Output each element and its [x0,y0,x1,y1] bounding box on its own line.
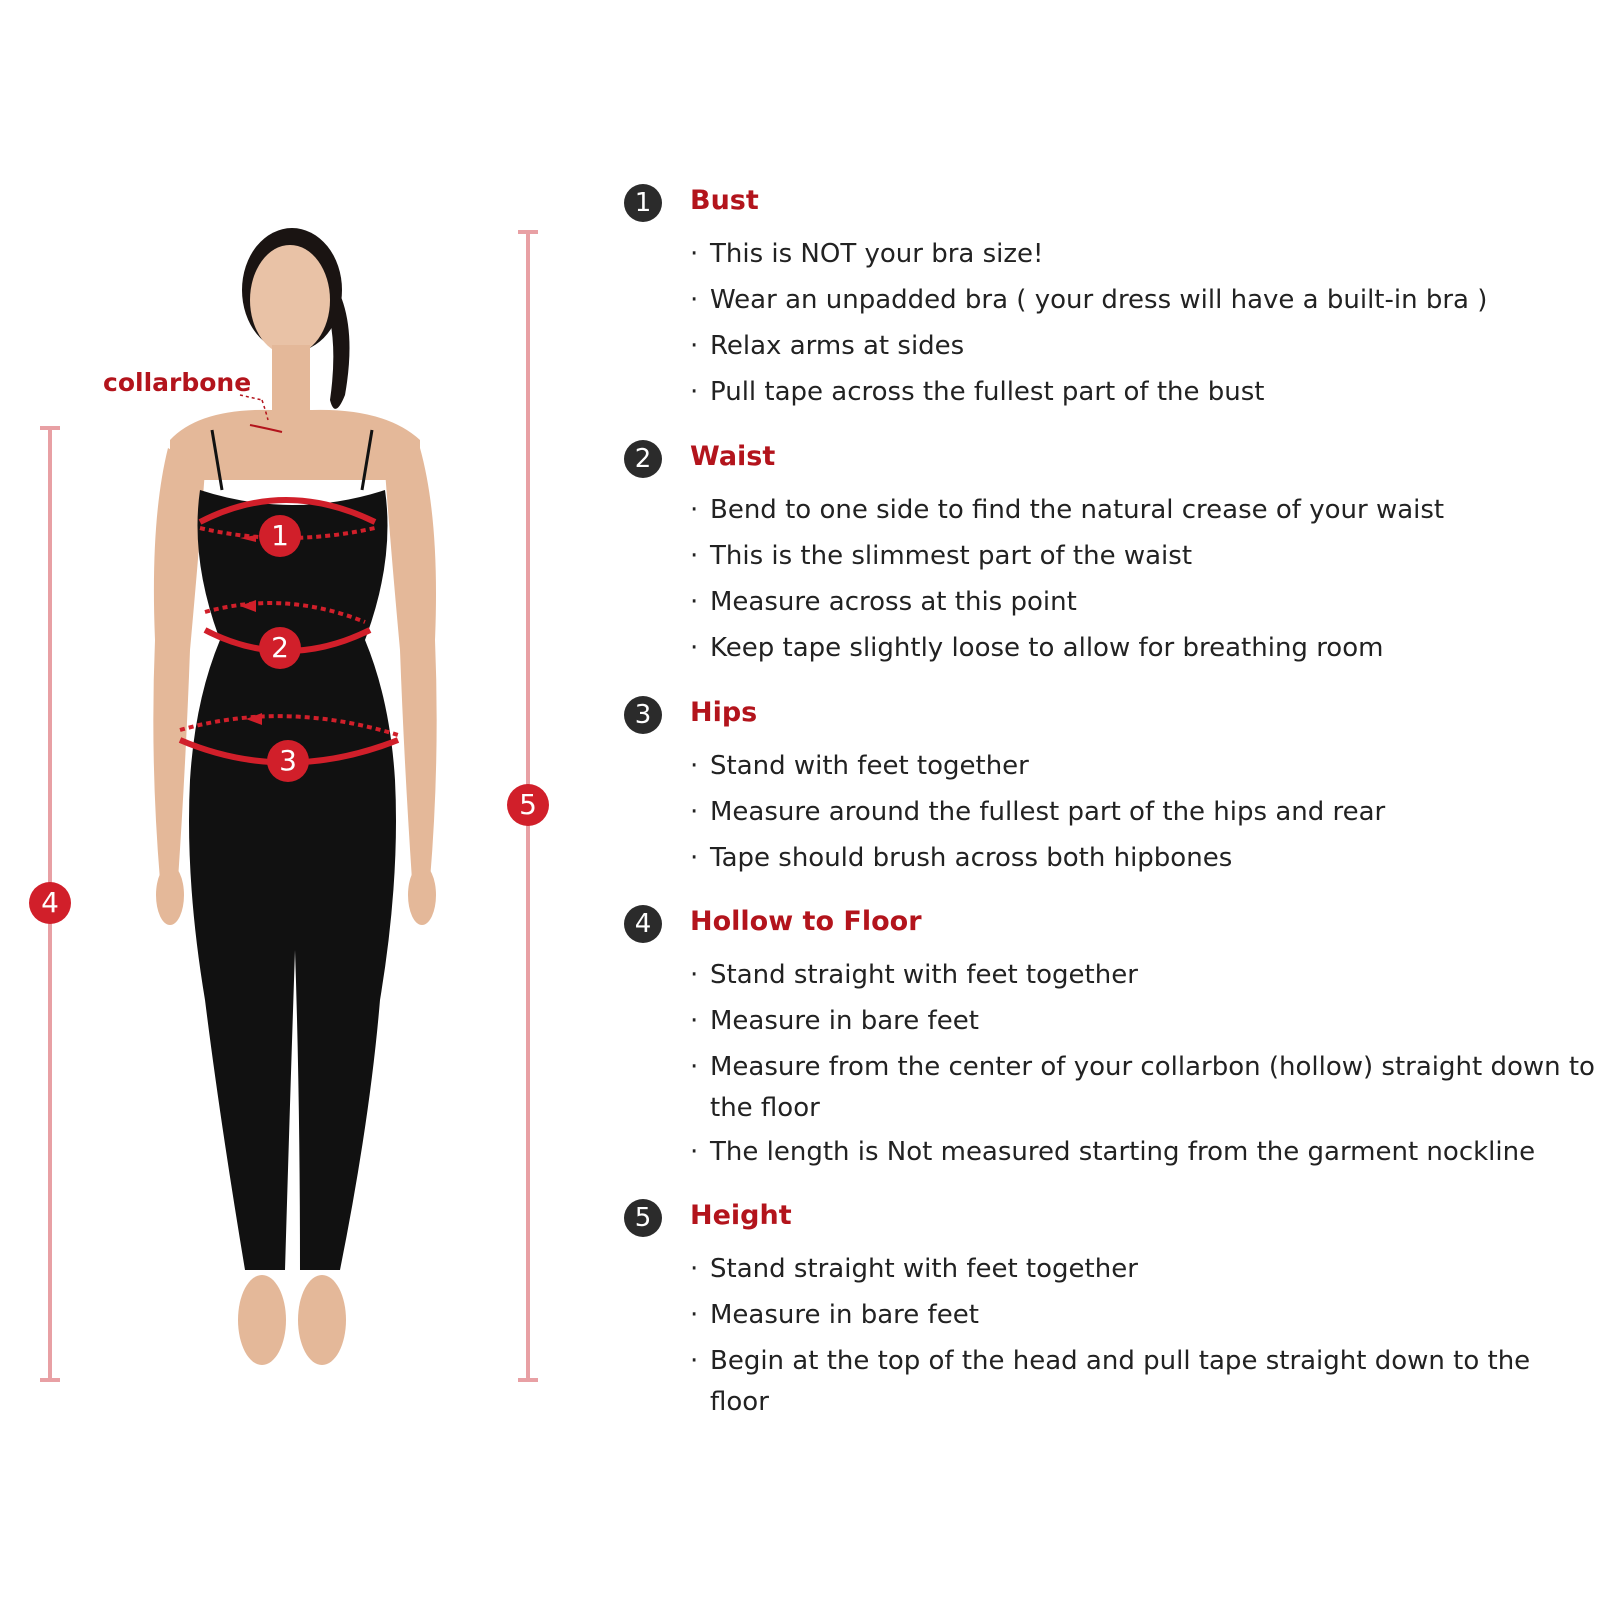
bullet-item: · Wear an unpadded bra ( your dress will have a built-in bra ) [690,285,1488,315]
height-marker: 5 [507,784,549,826]
bullet-item: · Measure around the fullest part of the hips and rear [690,797,1386,827]
bullet-item: · Pull tape across the fullest part of the bust [690,377,1265,407]
number-badge: 5 [624,1199,662,1237]
bullet-item: · Stand straight with feet together [690,1254,1138,1284]
section-title: Bust [690,185,759,216]
section-title: Hips [690,697,758,728]
bullet-item: · Measure across at this point [690,587,1077,617]
number-badge: 4 [624,905,662,943]
bullet-item: · Begin at the top of the head and pull tape straight down to the [690,1346,1531,1376]
number-badge: 2 [624,440,662,478]
bullet-item: · This is the slimmest part of the waist [690,541,1193,571]
waist-marker: 2 [259,627,301,669]
bullet-item: · Stand with feet together [690,751,1029,781]
bullet-item: · Measure in bare feet [690,1006,979,1036]
number-badge: 3 [624,696,662,734]
section-title: Hollow to Floor [690,906,922,937]
collarbone-label: collarbone [103,368,252,397]
section-title: Height [690,1200,792,1231]
hips-marker: 3 [267,740,309,782]
bust-marker: 1 [259,515,301,557]
number-badge: 1 [624,184,662,222]
section-title: Waist [690,441,776,472]
bullet-item: · Measure from the center of your collarbon (hollow) straight down to [690,1052,1595,1082]
bullet-item: · The length is Not measured starting from the garment nockline [690,1137,1536,1167]
bullet-item-continuation: the floor [710,1093,820,1123]
bullet-item: · Relax arms at sides [690,331,965,361]
bullet-item: · Bend to one side to find the natural crease of your waist [690,495,1445,525]
person-silhouette [153,228,436,1365]
bullet-item: · Tape should brush across both hipbones [690,843,1233,873]
bullet-item: · Measure in bare feet [690,1300,979,1330]
hollow-to-floor-marker: 4 [29,882,71,924]
bullet-item-continuation: floor [710,1387,769,1417]
bullet-item: · This is NOT your bra size! [690,239,1044,269]
bullet-item: · Stand straight with feet together [690,960,1138,990]
bullet-item: · Keep tape slightly loose to allow for breathing room [690,633,1384,663]
measurement-figure [0,0,600,1600]
